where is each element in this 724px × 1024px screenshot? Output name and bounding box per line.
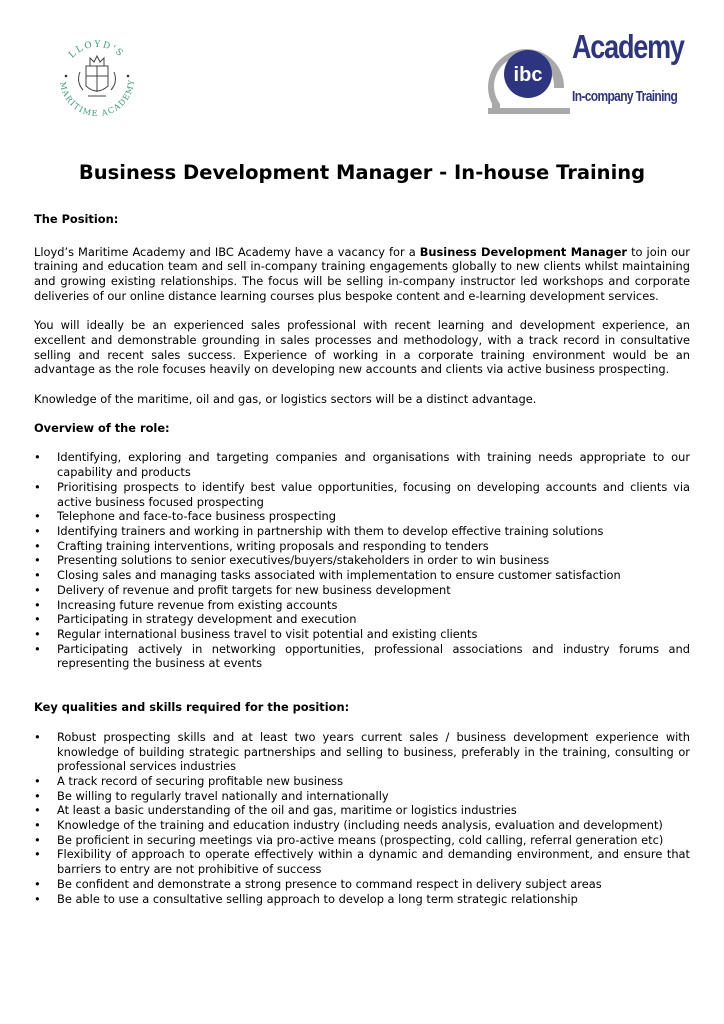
position-heading: The Position: [34,212,119,226]
bullet-item: • Identifying, exploring and targeting companies and organisations with training needs appropriate to our capability and products [34,450,690,479]
bullet-item: • Flexibility of approach to operate effectively within a dynamic and demanding environment, and ensure that barriers to entry are not prohibitive of success [34,847,690,876]
bullet-item: • Delivery of revenue and profit targets for new business development [34,583,690,598]
logo-text-top: LLOYD'S [67,39,126,61]
position-paragraph-3: Knowledge of the maritime, oil and gas, or logistics sectors will be a distinct advantage. [34,391,537,406]
ibc-academy-logo [484,28,684,118]
bullet-item: • Crafting training interventions, writing proposals and responding to tenders [34,539,690,554]
page-title: Business Development Manager - In-house Training [78,161,646,184]
bullet-item: • Participating actively in networking opportunities, professional associations and industry forums and representing the business at events [34,642,690,671]
bullet-item: • At least a basic understanding of the oil and gas, maritime or logistics industries [34,803,690,818]
qualities-heading: Key qualities and skills required for the position: [34,700,350,715]
bullet-item: • Robust prospecting skills and at least two years current sales / business development experience with knowledge of building strategic partnerships and selling to business, preferably in the training, consulting or professional services industries [34,730,690,774]
bullet-item: • Participating in strategy development and execution [34,612,690,627]
academy-tagline: In-company Training [572,88,678,105]
bullet-item: • Regular international business travel to visit potential and existing clients [34,627,690,642]
bullet-item: • Be willing to regularly travel nationally and internationally [34,789,690,804]
overview-heading: Overview of the role: [34,421,170,436]
bullet-item: • Closing sales and managing tasks associated with implementation to ensure customer satisfaction [34,568,690,583]
bullet-item: • Telephone and face-to-face business prospecting [34,509,690,524]
academy-wordmark: Academy [572,28,684,65]
position-paragraph-2: You will ideally be an experienced sales professional with recent learning and development experience, an excellent and demonstrable grounding in sales processes and methodology, with a track record in consultative selling and recent sales success. Experience of working in a corporate training environment would be an advantage as the role focuses heavily on developing new accounts and clients via active business prospecting. [34,318,690,377]
bullet-item: • Be confident and demonstrate a strong presence to command respect in delivery subject areas [34,877,690,892]
overview-list [34,450,690,671]
bullet-item: • Prioritising prospects to identify best value opportunities, focusing on developing accounts and clients via active business focused prospecting [34,480,690,509]
position-paragraph-1 [34,245,690,304]
bullet-item: • Be proficient in securing meetings via pro-active means (prospecting, cold calling, referral generation etc) [34,833,690,848]
bullet-item: • A track record of securing profitable new business [34,774,690,789]
job-title-bold: Business Development Manager [419,244,628,259]
bullet-item: • Knowledge of the training and education industry (including needs analysis, evaluation and development) [34,818,690,833]
bullet-item: • Identifying trainers and working in partnership with them to develop effective training solutions [34,524,690,539]
ibc-badge-text: ibc [513,64,543,86]
paragraph-text: to join our training and education team and sell in-company training engagements globally to new clients whilst maintaining and growing existing relationships. The focus will be selling in-company instructor led workshops and corporate deliveries of our online distance learning courses plus bespoke content and e-learning development services. [34,244,690,303]
lloyds-maritime-academy-logo [50,32,144,126]
document-body [34,212,690,906]
paragraph-text: Lloyd’s Maritime Academy and IBC Academy have a vacancy for a [34,244,420,259]
logo-text-bottom: MARITIME ACADEMY [57,78,137,119]
qualities-list [34,730,690,906]
bullet-item: • Presenting solutions to senior executives/buyers/stakeholders in order to win business [34,553,690,568]
bullet-item: • Be able to use a consultative selling approach to develop a long term strategic relationship [34,892,690,907]
bullet-item: • Increasing future revenue from existing accounts [34,598,690,613]
